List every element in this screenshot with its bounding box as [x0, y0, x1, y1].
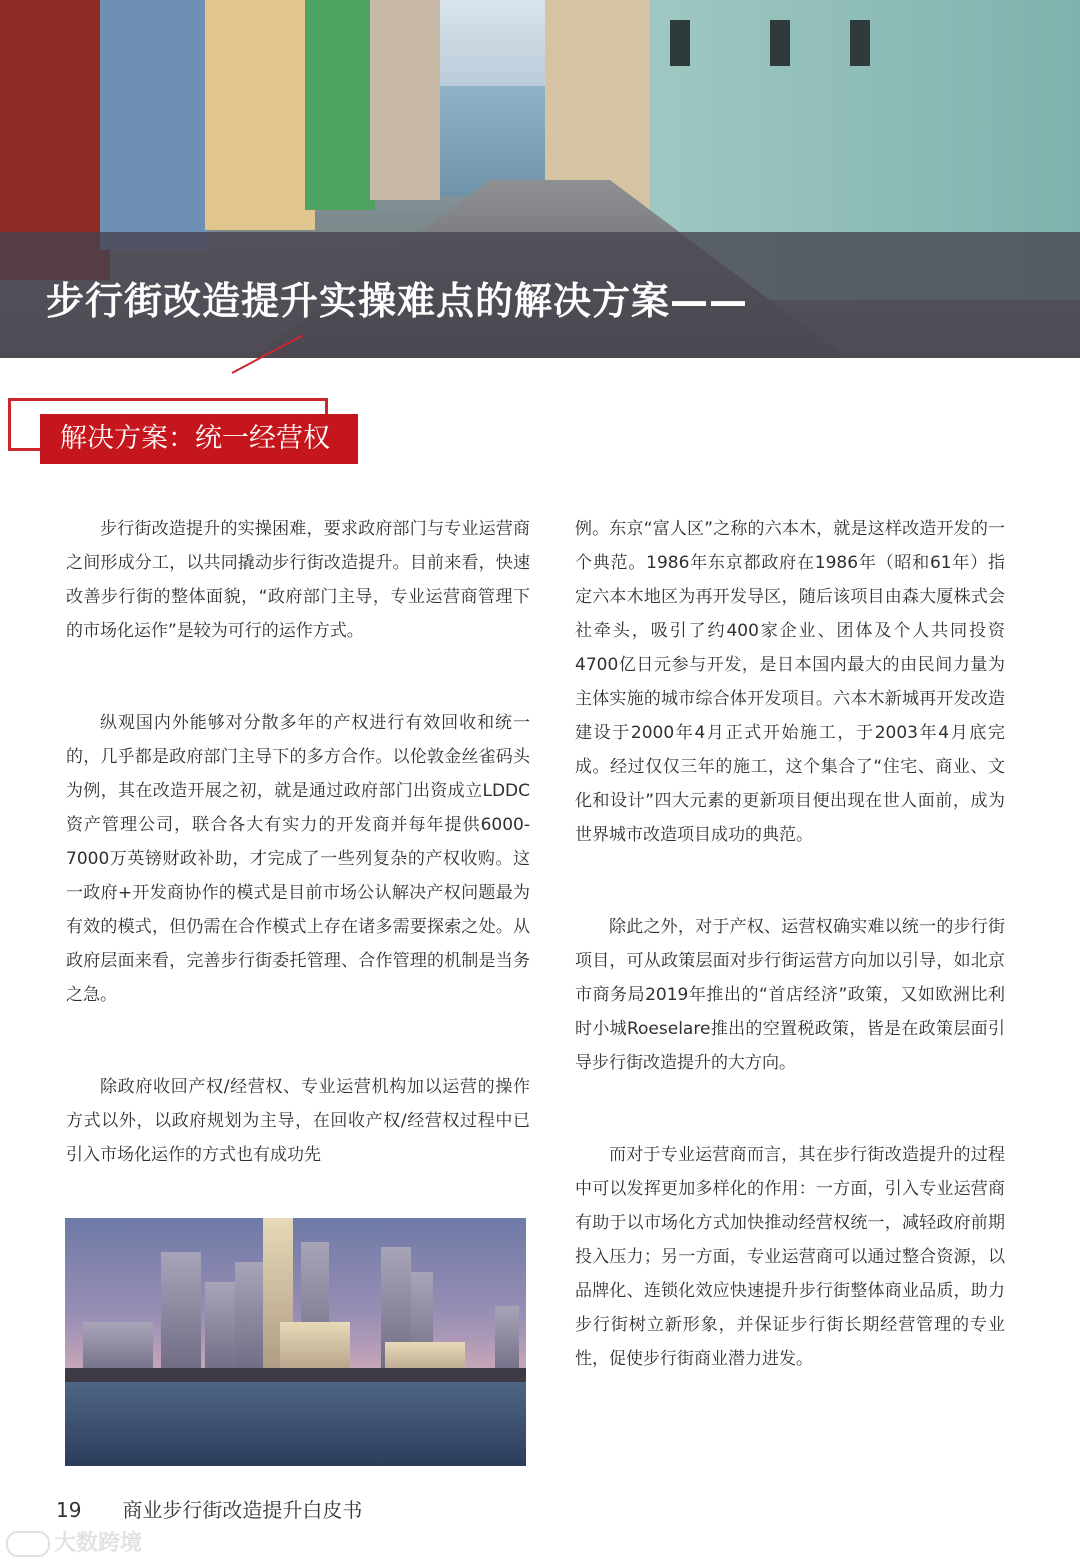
hero-sea [440, 86, 560, 196]
watermark-text: 大数跨境 [54, 1531, 143, 1556]
skyline-building [205, 1282, 235, 1382]
hero-sky [440, 0, 560, 90]
hero-photo [0, 0, 1080, 358]
page-footer [56, 1494, 362, 1523]
paragraph: 而对于专业运营商而言，其在步行街改造提升的过程中可以发挥更加多样化的作用：一方面，引入专业运营商有助于以市场化方式加快推动经营权统一，减轻政府前期投入压力；另一方面，专业运营商可以通过整合资源，以品牌化、连锁化效应快速提升步行街整体商业品质，助力步行街树立新形象，并保证步行街长期经营管理的专业性，促使步行街商业潜力进发。 [575, 1145, 1005, 1369]
city-skyline-photo [65, 1218, 526, 1466]
watermark-logo-icon [6, 1531, 50, 1557]
right-column [575, 512, 1005, 1376]
hero-window [670, 20, 690, 66]
paragraph: 纵观国内外能够对分散多年的产权进行有效回收和统一的，几乎都是政府部门主导下的多方合作。以伦敦金丝雀码头为例，其在改造开展之初，就是通过政府部门出资成立LDDC资产管理公司，联合各大有实力的开发商并每年提供6000-7000万英镑财政补助，才完成了一些列复杂的产权收购。这一政府+开发商协作的模式是目前市场公认解决产权问题最为有效的模式，但仍需在合作模式上存在诸多需要探索之处。从政府层面来看，完善步行街委托管理、合作管理的机制是当务之急。 [66, 713, 530, 1005]
paragraph: 步行街改造提升的实操困难，要求政府部门与专业运营商之间形成分工，以共同撬动步行街改造提升。目前来看，快速改善步行街的整体面貌，“政府部门主导，专业运营商管理下的市场化运作”是较为可行的运作方式。 [66, 519, 530, 641]
skyline-shore [65, 1368, 526, 1382]
paragraph: 除此之外，对于产权、运营权确实难以统一的步行街项目，可从政策层面对步行街运营方向加以引导，如北京市商务局2019年推出的“首店经济”政策，又如欧洲比利时小城Roeselare推出的空置税政策，皆是在政策层面引导步行街改造提升的大方向。 [575, 917, 1005, 1073]
hero-window [850, 20, 870, 66]
hero-building [305, 0, 375, 210]
paragraph: 除政府收回产权/经营权、专业运营机构加以运营的操作方式以外，以政府规划为主导，在回收产权/经营权过程中已引入市场化运作的方式也有成功先 [66, 1077, 530, 1165]
left-column [66, 512, 530, 1172]
skyline-building [161, 1252, 201, 1382]
hero-building [205, 0, 315, 230]
page-number: 19 [56, 1498, 82, 1522]
skyline-building [235, 1262, 263, 1382]
paragraph: 例。东京“富人区”之称的六本木，就是这样改造开发的一个典范。1986年东京都政府在1986年（昭和61年）指定六本木地区为再开发导区，随后该项目由森大厦株式会社牵头，吸引了约400家企业、团体及个人共同投资4700亿日元参与开发，是日本国内最大的由民间力量为主体实施的城市综合体开发项目。六本木新城再开发改造建设于2000年4月正式开始施工，于2003年4月底完成。经过仅仅三年的施工，这个集合了“住宅、商业、文化和设计”四大元素的更新项目便出现在世人面前，成为世界城市改造项目成功的典范。 [575, 519, 1005, 845]
hero-building [370, 0, 440, 200]
section-heading: 解决方案：统一经营权 [40, 414, 358, 464]
hero-window [770, 20, 790, 66]
page-title: 步行街改造提升实操难点的解决方案—— [46, 279, 749, 323]
skyline-water [65, 1382, 526, 1466]
document-title: 商业步行街改造提升白皮书 [122, 1498, 363, 1522]
watermark [6, 1526, 142, 1557]
hero-building [100, 0, 210, 250]
